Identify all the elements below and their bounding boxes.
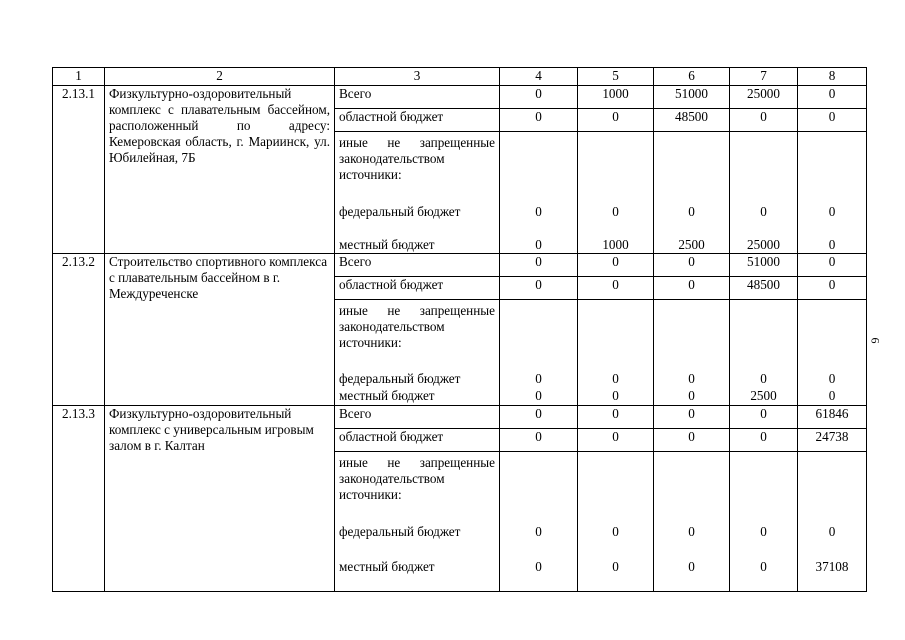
value-cell: 0 — [654, 254, 730, 277]
value-cell — [578, 452, 654, 592]
value-cell: 0 — [500, 86, 578, 109]
value-cell: 0 — [578, 109, 654, 132]
source-other-cell — [335, 132, 500, 254]
source-other-label: иные не запрещенные законодательством источники: — [339, 455, 495, 502]
local-value: 0 — [828, 237, 836, 252]
source-total-label: Всего — [335, 254, 500, 277]
value-cell: 0 — [500, 429, 578, 452]
federal-value: 0 — [612, 371, 619, 386]
header-cell: 7 — [730, 68, 798, 86]
header-cell: 6 — [654, 68, 730, 86]
page-number: 6 — [868, 337, 883, 344]
item-name: Физкультурно-оздоровительный комплекс с плавательным бассейном, расположенный по адресу: Кемеровская область, г. Мариинск, ул. Юбилейная, 7Б — [105, 86, 335, 254]
value-cell — [654, 300, 730, 406]
value-cell: 0 — [578, 277, 654, 300]
local-value: 37108 — [815, 559, 849, 574]
header-cell: 3 — [335, 68, 500, 86]
value-cell: 0 — [500, 277, 578, 300]
source-regional-label: областной бюджет — [335, 109, 500, 132]
header-cell: 2 — [105, 68, 335, 86]
local-value: 0 — [828, 388, 836, 403]
value-cell: 0 — [798, 109, 867, 132]
local-value: 0 — [688, 388, 695, 403]
federal-value: 0 — [760, 204, 767, 219]
source-other-cell — [335, 452, 500, 592]
value-cell — [798, 132, 867, 254]
value-cell — [654, 452, 730, 592]
value-cell: 51000 — [730, 254, 798, 277]
source-other-label: иные не запрещенные законодательством источники: — [339, 135, 495, 182]
federal-value: 0 — [760, 524, 767, 539]
value-cell — [578, 132, 654, 254]
value-cell: 61846 — [798, 406, 867, 429]
header-cell: 4 — [500, 68, 578, 86]
table-row — [53, 254, 867, 277]
value-cell: 0 — [798, 277, 867, 300]
local-value: 2500 — [678, 237, 705, 252]
local-value: 2500 — [750, 388, 777, 403]
federal-value: 0 — [828, 371, 836, 386]
value-cell: 0 — [500, 109, 578, 132]
value-cell — [578, 300, 654, 406]
federal-value: 0 — [612, 204, 619, 219]
value-cell: 0 — [654, 277, 730, 300]
federal-value: 0 — [535, 204, 542, 219]
value-cell: 48500 — [654, 109, 730, 132]
item-number: 2.13.3 — [53, 406, 105, 592]
value-cell — [798, 452, 867, 592]
value-cell: 0 — [654, 429, 730, 452]
value-cell — [798, 300, 867, 406]
value-cell — [500, 300, 578, 406]
value-cell: 1000 — [578, 86, 654, 109]
item-name: Строительство спортивного комплекса с плавательным бассейном в г. Междуреченске — [105, 254, 335, 406]
header-cell: 8 — [798, 68, 867, 86]
local-value: 0 — [612, 559, 619, 574]
value-cell: 0 — [654, 406, 730, 429]
source-local-label: местный бюджет — [339, 388, 435, 403]
source-federal-label: федеральный бюджет — [339, 524, 461, 539]
value-cell: 0 — [578, 254, 654, 277]
item-number: 2.13.1 — [53, 86, 105, 254]
value-cell: 0 — [730, 109, 798, 132]
federal-value: 0 — [688, 204, 695, 219]
source-other-label: иные не запрещенные законодательством источники: — [339, 303, 495, 350]
source-federal-label: федеральный бюджет — [339, 371, 461, 386]
source-other-cell — [335, 300, 500, 406]
value-cell: 25000 — [730, 86, 798, 109]
source-federal-label: федеральный бюджет — [339, 204, 461, 219]
value-cell — [500, 452, 578, 592]
local-value: 0 — [760, 559, 767, 574]
federal-value: 0 — [612, 524, 619, 539]
item-number: 2.13.2 — [53, 254, 105, 406]
value-cell: 51000 — [654, 86, 730, 109]
value-cell — [730, 132, 798, 254]
local-value: 0 — [535, 388, 542, 403]
federal-value: 0 — [828, 204, 836, 219]
header-cell: 5 — [578, 68, 654, 86]
value-cell — [730, 452, 798, 592]
source-regional-label: областной бюджет — [335, 277, 500, 300]
source-local-label: местный бюджет — [339, 559, 435, 574]
federal-value: 0 — [760, 371, 767, 386]
value-cell: 0 — [730, 429, 798, 452]
federal-value: 0 — [688, 524, 695, 539]
budget-table — [52, 67, 867, 592]
source-regional-label: областной бюджет — [335, 429, 500, 452]
table-row — [53, 86, 867, 109]
value-cell: 0 — [798, 86, 867, 109]
value-cell: 0 — [730, 406, 798, 429]
federal-value: 0 — [828, 524, 836, 539]
value-cell: 0 — [500, 406, 578, 429]
value-cell — [730, 300, 798, 406]
value-cell: 0 — [798, 254, 867, 277]
header-cell: 1 — [53, 68, 105, 86]
value-cell: 48500 — [730, 277, 798, 300]
federal-value: 0 — [688, 371, 695, 386]
value-cell: 24738 — [798, 429, 867, 452]
value-cell: 0 — [578, 429, 654, 452]
local-value: 0 — [535, 237, 542, 252]
local-value: 0 — [535, 559, 542, 574]
local-value: 0 — [688, 559, 695, 574]
local-value: 1000 — [602, 237, 629, 252]
source-total-label: Всего — [335, 406, 500, 429]
item-name: Физкультурно-оздоровительный комплекс с универсальным игровым залом в г. Калтан — [105, 406, 335, 592]
federal-value: 0 — [535, 524, 542, 539]
source-total-label: Всего — [335, 86, 500, 109]
federal-value: 0 — [535, 371, 542, 386]
value-cell — [500, 132, 578, 254]
value-cell: 0 — [500, 254, 578, 277]
table-row — [53, 406, 867, 429]
local-value: 0 — [612, 388, 619, 403]
source-local-label: местный бюджет — [339, 237, 435, 252]
value-cell — [654, 132, 730, 254]
value-cell: 0 — [578, 406, 654, 429]
header-row — [53, 68, 867, 86]
local-value: 25000 — [747, 237, 780, 252]
